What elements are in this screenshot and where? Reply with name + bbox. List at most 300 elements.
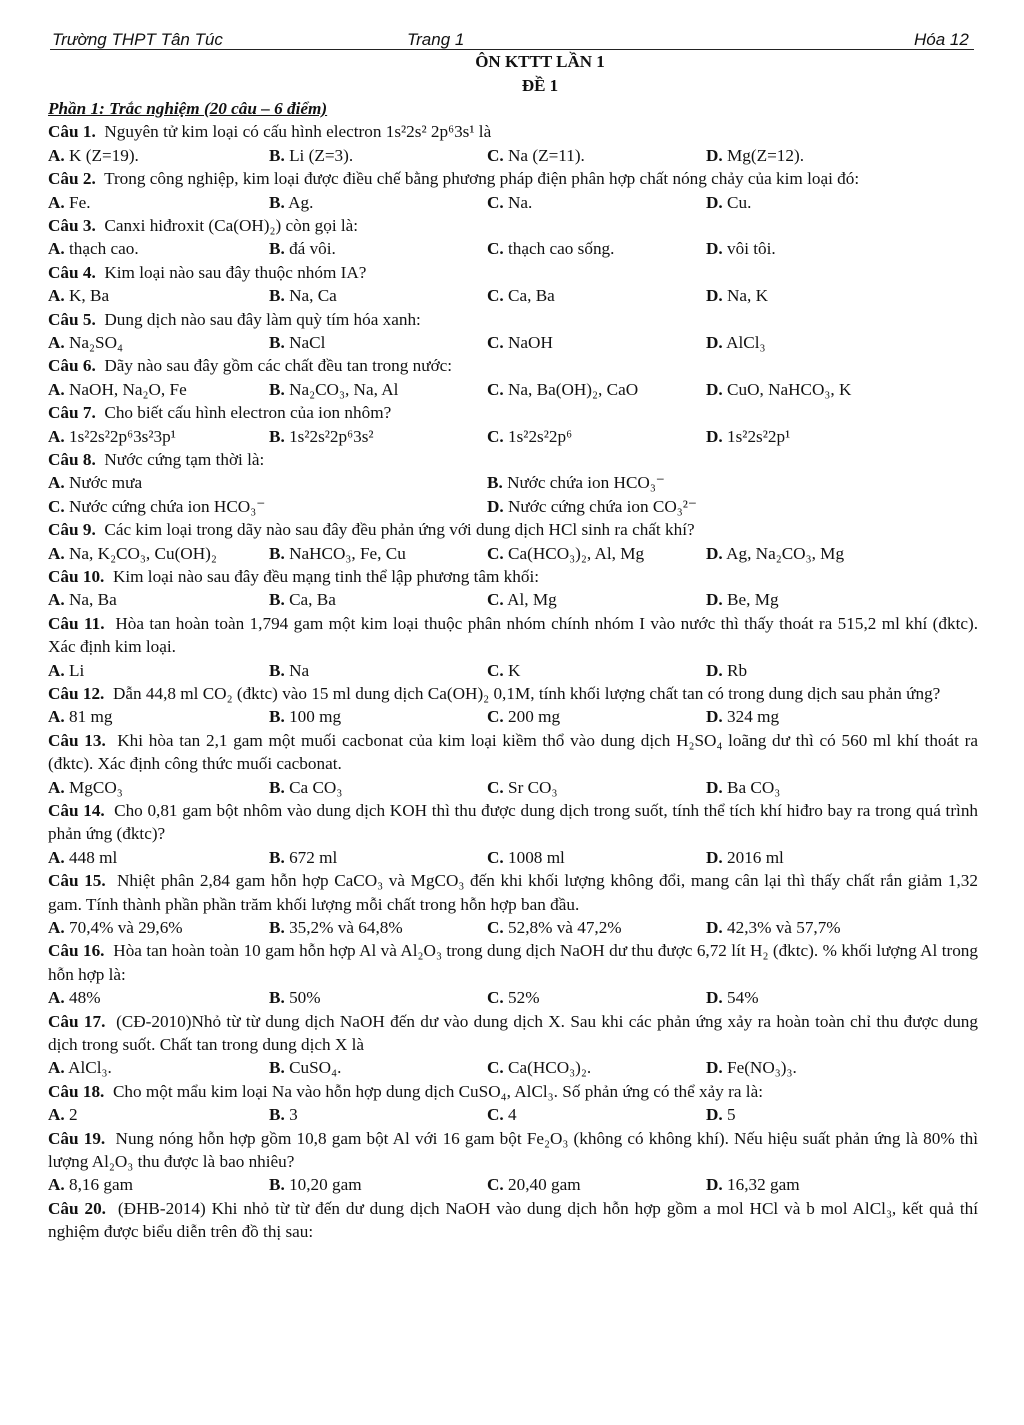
question-list bbox=[48, 97, 978, 1244]
option-text: Na bbox=[289, 660, 310, 680]
answer-option bbox=[706, 916, 841, 939]
option-text: 81 mg bbox=[69, 707, 113, 727]
question-text: Kim loại nào sau đây thuộc nhóm IA? bbox=[104, 262, 367, 282]
option-letter: A. bbox=[48, 988, 65, 1008]
answer-row bbox=[48, 471, 978, 494]
option-letter: C. bbox=[487, 426, 504, 446]
option-letter: B. bbox=[269, 333, 285, 352]
question-number: Câu 11. bbox=[48, 613, 105, 633]
answer-row bbox=[48, 495, 978, 518]
option-letter: C. bbox=[487, 543, 504, 563]
answer-row bbox=[48, 1056, 978, 1079]
option-text: Na, Ca bbox=[289, 286, 337, 306]
answer-option bbox=[48, 846, 117, 869]
question-2 bbox=[48, 167, 978, 190]
answer-row bbox=[48, 237, 978, 260]
option-letter: D. bbox=[706, 379, 723, 399]
option-text: Ca(HCO₃)₂, Al, Mg bbox=[508, 543, 645, 563]
answer-option bbox=[487, 776, 557, 799]
question-number: Câu 16. bbox=[48, 941, 105, 961]
option-text: Ag, Na₂CO₃, Mg bbox=[726, 543, 845, 563]
question-13 bbox=[48, 729, 978, 776]
answer-option bbox=[487, 284, 555, 307]
option-letter: B. bbox=[269, 145, 285, 165]
option-letter: A. bbox=[48, 660, 65, 680]
answer-option bbox=[487, 986, 540, 1009]
school-name: Trường THPT Tân Túc bbox=[52, 30, 223, 49]
option-letter: C. bbox=[487, 590, 504, 610]
option-text: Fe(NO₃)₃. bbox=[727, 1058, 797, 1078]
answer-option bbox=[48, 588, 117, 611]
question-text: Cho một mẩu kim loại Na vào hỗn hợp dung dịch CuSO₄, AlCl₃. Số phản ứng có thể xảy ra là: bbox=[112, 1081, 763, 1101]
option-letter: B. bbox=[269, 543, 285, 563]
option-text: vôi tôi. bbox=[727, 239, 776, 259]
question-number: Câu 10. bbox=[48, 566, 105, 586]
answer-row bbox=[48, 986, 978, 1009]
option-letter: C. bbox=[487, 333, 504, 352]
answer-option bbox=[487, 425, 572, 448]
option-letter: D. bbox=[706, 286, 723, 306]
option-text: 1s²2s²2p⁶ bbox=[508, 426, 573, 446]
option-letter: B. bbox=[487, 473, 503, 493]
option-letter: C. bbox=[487, 707, 504, 727]
option-text: 8,16 gam bbox=[69, 1175, 133, 1195]
option-text: NaHCO₃, Fe, Cu bbox=[289, 543, 406, 563]
option-letter: A. bbox=[48, 543, 65, 563]
answer-option bbox=[269, 986, 321, 1009]
option-letter: D. bbox=[706, 426, 723, 446]
answer-option bbox=[269, 1103, 298, 1126]
option-letter: C. bbox=[487, 917, 504, 937]
answer-option bbox=[269, 237, 336, 260]
option-text: 54% bbox=[727, 988, 759, 1008]
option-text: Li (Z=3). bbox=[289, 145, 354, 165]
option-letter: D. bbox=[706, 590, 723, 610]
answer-option bbox=[487, 378, 638, 401]
answer-option bbox=[706, 425, 790, 448]
option-text: 672 ml bbox=[289, 847, 338, 867]
question-number: Câu 13. bbox=[48, 730, 106, 750]
answer-option bbox=[487, 705, 560, 728]
question-19 bbox=[48, 1127, 978, 1174]
answer-option bbox=[706, 237, 776, 260]
option-text: 16,32 gam bbox=[727, 1175, 800, 1195]
option-letter: C. bbox=[487, 192, 504, 212]
answer-row bbox=[48, 378, 978, 401]
option-text: 200 mg bbox=[508, 707, 561, 727]
answer-option bbox=[48, 471, 142, 494]
question-6 bbox=[48, 354, 978, 377]
exam-code: ĐỀ 1 bbox=[521, 76, 559, 95]
answer-option bbox=[269, 425, 374, 448]
question-4 bbox=[48, 261, 978, 284]
option-letter: C. bbox=[48, 496, 65, 516]
option-letter: A. bbox=[48, 590, 65, 610]
option-text: MgCO₃ bbox=[69, 777, 123, 797]
question-number: Câu 5. bbox=[48, 309, 96, 329]
option-letter: A. bbox=[48, 1058, 65, 1078]
answer-option bbox=[48, 237, 139, 260]
option-text: Nước chứa ion HCO₃⁻ bbox=[507, 473, 665, 493]
answer-option bbox=[487, 237, 614, 260]
page-number: Trang 1 bbox=[407, 30, 465, 49]
option-text: Ba CO₃ bbox=[727, 777, 781, 797]
option-letter: B. bbox=[269, 777, 285, 797]
option-letter: C. bbox=[487, 286, 504, 306]
answer-option bbox=[269, 776, 342, 799]
option-text: 3 bbox=[289, 1105, 298, 1125]
option-letter: C. bbox=[487, 1175, 504, 1195]
question-text: Các kim loại trong dãy nào sau đây đều phản ứng với dung dịch HCl sinh ra chất khí? bbox=[104, 520, 695, 540]
option-text: AlCl₃ bbox=[726, 333, 766, 352]
option-letter: C. bbox=[487, 777, 504, 797]
option-letter: A. bbox=[48, 145, 65, 165]
answer-option bbox=[48, 1173, 133, 1196]
answer-option bbox=[706, 588, 779, 611]
answer-option bbox=[269, 846, 337, 869]
option-letter: C. bbox=[487, 847, 504, 867]
answer-option bbox=[487, 1103, 517, 1126]
question-number: Câu 7. bbox=[48, 403, 96, 423]
question-text: Hòa tan hoàn toàn 1,794 gam một kim loại thuộc phân nhóm chính nhóm I vào nước thì thấy thoát ra 515,2 ml khí (đktc). Xác định kim loại. bbox=[48, 613, 978, 657]
question-3 bbox=[48, 214, 978, 237]
question-text: Nguyên tử kim loại có cấu hình electron 1s²2s² 2p⁶3s¹ là bbox=[104, 122, 492, 142]
answer-option bbox=[269, 659, 309, 682]
option-letter: A. bbox=[48, 473, 65, 493]
answer-row bbox=[48, 425, 978, 448]
option-letter: A. bbox=[48, 426, 65, 446]
option-letter: B. bbox=[269, 1175, 285, 1195]
answer-option bbox=[487, 1173, 581, 1196]
option-letter: B. bbox=[269, 590, 285, 610]
question-9 bbox=[48, 518, 978, 541]
answer-option bbox=[269, 144, 353, 167]
option-text: Sr CO₃ bbox=[508, 777, 558, 797]
answer-option bbox=[269, 916, 403, 939]
option-text: 10,20 gam bbox=[289, 1175, 362, 1195]
option-text: đá vôi. bbox=[289, 239, 336, 259]
question-text: (ĐHB-2014) Khi nhỏ từ từ đến dư dung dịch NaOH vào dung dịch hỗn hợp gồm a mol HCl và b mol AlCl₃, kết quả thí nghiệm được biểu diễn trên đồ thị sau: bbox=[48, 1198, 978, 1242]
option-text: 1008 ml bbox=[508, 847, 565, 867]
answer-option bbox=[487, 659, 520, 682]
question-text: Cho 0,81 gam bột nhôm vào dung dịch KOH thì thu được dung dịch trong suốt, tính thể tích khí hiđro bay ra trong quá trình phản ứng (đktc)? bbox=[48, 800, 979, 844]
answer-row bbox=[48, 191, 978, 214]
question-number: Câu 20. bbox=[48, 1198, 106, 1218]
option-letter: D. bbox=[706, 239, 723, 259]
option-text: 4 bbox=[508, 1105, 517, 1125]
option-text: 48% bbox=[69, 988, 101, 1008]
question-text: Kim loại nào sau đây đều mạng tinh thể lập phương tâm khối: bbox=[112, 566, 540, 586]
option-text: 52% bbox=[508, 988, 540, 1008]
question-number: Câu 19. bbox=[48, 1128, 106, 1148]
answer-option bbox=[269, 1056, 341, 1079]
question-number: Câu 17. bbox=[48, 1011, 106, 1031]
answer-option bbox=[48, 916, 183, 939]
question-text: Dung dịch nào sau đây làm quỳ tím hóa xanh: bbox=[104, 309, 421, 329]
option-text: Na, Ba(OH)₂, CaO bbox=[508, 379, 639, 399]
option-letter: A. bbox=[48, 707, 65, 727]
option-letter: B. bbox=[269, 917, 285, 937]
option-text: 20,40 gam bbox=[508, 1175, 581, 1195]
option-letter: D. bbox=[706, 333, 723, 352]
option-text: 1s²2s²2p⁶3s² bbox=[289, 426, 374, 446]
question-20 bbox=[48, 1197, 978, 1244]
option-text: Nước cứng chứa ion HCO₃⁻ bbox=[69, 496, 266, 516]
option-text: thạch cao. bbox=[69, 239, 139, 259]
question-number: Câu 1. bbox=[48, 122, 96, 142]
option-letter: D. bbox=[706, 145, 723, 165]
option-letter: A. bbox=[48, 239, 65, 259]
answer-option bbox=[487, 1056, 591, 1079]
option-letter: A. bbox=[48, 917, 65, 937]
section-heading: Phần 1: Trắc nghiệm (20 câu – 6 điểm) bbox=[48, 99, 328, 118]
option-text: Li bbox=[69, 660, 85, 680]
option-text: 35,2% và 64,8% bbox=[289, 917, 403, 937]
option-letter: D. bbox=[706, 192, 723, 212]
option-letter: A. bbox=[48, 192, 65, 212]
option-text: Rb bbox=[727, 660, 748, 680]
question-text: Cho biết cấu hình electron của ion nhôm? bbox=[104, 403, 392, 423]
option-text: 52,8% và 47,2% bbox=[508, 917, 622, 937]
option-letter: D. bbox=[706, 777, 723, 797]
option-text: Ca CO₃ bbox=[289, 777, 343, 797]
answer-option bbox=[48, 378, 187, 401]
question-1 bbox=[48, 120, 978, 143]
option-letter: D. bbox=[706, 917, 723, 937]
option-text: Ag. bbox=[288, 192, 314, 212]
option-letter: A. bbox=[48, 777, 65, 797]
answer-option bbox=[706, 191, 751, 214]
answer-row bbox=[48, 705, 978, 728]
option-text: Na, K bbox=[727, 286, 769, 306]
answer-option bbox=[706, 776, 780, 799]
option-text: 5 bbox=[727, 1105, 736, 1125]
question-11 bbox=[48, 612, 978, 659]
option-text: Mg(Z=12). bbox=[727, 145, 805, 165]
header-divider bbox=[50, 49, 974, 50]
option-letter: C. bbox=[487, 988, 504, 1008]
option-letter: D. bbox=[706, 1175, 723, 1195]
option-letter: C. bbox=[487, 1058, 504, 1078]
question-number: Câu 2. bbox=[48, 169, 96, 189]
answer-row bbox=[48, 542, 978, 565]
answer-option bbox=[269, 284, 337, 307]
answer-option bbox=[487, 144, 585, 167]
question-number: Câu 6. bbox=[48, 356, 96, 376]
option-text: NaOH bbox=[508, 333, 553, 352]
answer-option bbox=[487, 191, 532, 214]
question-text: Dẫn 44,8 ml CO₂ (đktc) vào 15 ml dung dịch Ca(OH)₂ 0,1M, tính khối lượng chất tan có trong dung dịch sau phản ứng? bbox=[112, 683, 941, 703]
answer-row bbox=[48, 331, 978, 354]
question-text: Nước cứng tạm thời là: bbox=[104, 449, 265, 469]
option-letter: D. bbox=[706, 660, 723, 680]
option-text: thạch cao sống. bbox=[508, 239, 615, 259]
option-text: 1s²2s²2p¹ bbox=[727, 426, 791, 446]
question-number: Câu 9. bbox=[48, 520, 96, 540]
option-text: 42,3% và 57,7% bbox=[727, 917, 841, 937]
answer-option bbox=[706, 846, 784, 869]
option-text: NaCl bbox=[289, 333, 326, 352]
question-17 bbox=[48, 1010, 978, 1057]
answer-row bbox=[48, 144, 978, 167]
answer-option bbox=[48, 1103, 78, 1126]
option-text: 100 mg bbox=[289, 707, 342, 727]
option-letter: C. bbox=[487, 145, 504, 165]
answer-option bbox=[487, 495, 697, 518]
option-letter: D. bbox=[706, 1105, 723, 1125]
answer-option bbox=[706, 378, 851, 401]
answer-row bbox=[48, 776, 978, 799]
question-text: Canxi hiđroxit (Ca(OH)₂) còn gọi là: bbox=[104, 216, 359, 235]
answer-row bbox=[48, 588, 978, 611]
option-letter: B. bbox=[269, 192, 285, 212]
option-letter: B. bbox=[269, 286, 285, 306]
answer-option bbox=[706, 284, 768, 307]
answer-option bbox=[487, 846, 565, 869]
answer-option bbox=[48, 659, 84, 682]
question-5 bbox=[48, 308, 978, 331]
answer-option bbox=[706, 1103, 736, 1126]
option-text: 324 mg bbox=[727, 707, 780, 727]
answer-row bbox=[48, 846, 978, 869]
option-text: Cu. bbox=[727, 192, 752, 212]
answer-option bbox=[487, 542, 644, 565]
answer-option bbox=[48, 331, 123, 354]
question-number: Câu 8. bbox=[48, 449, 96, 469]
option-text: Na, K₂CO₃, Cu(OH)₂ bbox=[69, 543, 217, 563]
option-text: AlCl₃. bbox=[68, 1058, 112, 1078]
option-letter: B. bbox=[269, 379, 285, 399]
question-number: Câu 4. bbox=[48, 262, 96, 282]
option-letter: A. bbox=[48, 286, 65, 306]
option-text: Ca(HCO₃)₂. bbox=[508, 1058, 592, 1078]
subject-label: Hóa 12 bbox=[914, 30, 969, 49]
question-12 bbox=[48, 682, 978, 705]
option-text: K, Ba bbox=[69, 286, 110, 306]
answer-option bbox=[48, 284, 109, 307]
answer-option bbox=[48, 495, 265, 518]
question-number: Câu 12. bbox=[48, 683, 105, 703]
question-number: Câu 14. bbox=[48, 800, 105, 820]
answer-option bbox=[48, 425, 176, 448]
option-letter: B. bbox=[269, 1058, 285, 1078]
page-title: ÔN KTTT LẦN 1 bbox=[475, 52, 605, 71]
option-text: 70,4% và 29,6% bbox=[69, 917, 183, 937]
answer-option bbox=[48, 705, 112, 728]
answer-option bbox=[48, 144, 139, 167]
option-text: K bbox=[508, 660, 521, 680]
question-10 bbox=[48, 565, 978, 588]
option-text: CuO, NaHCO₃, K bbox=[727, 379, 852, 399]
question-18 bbox=[48, 1080, 978, 1103]
question-text: Dãy nào sau đây gồm các chất đều tan trong nước: bbox=[104, 356, 453, 376]
option-letter: B. bbox=[269, 1105, 285, 1125]
answer-option bbox=[269, 1173, 362, 1196]
option-text: Nước cứng chứa ion CO₃²⁻ bbox=[508, 496, 698, 516]
answer-option bbox=[706, 986, 759, 1009]
option-letter: D. bbox=[706, 847, 723, 867]
answer-option bbox=[269, 331, 325, 354]
option-text: Be, Mg bbox=[727, 590, 779, 610]
answer-option bbox=[487, 331, 553, 354]
option-letter: B. bbox=[269, 239, 285, 259]
answer-option bbox=[487, 588, 557, 611]
option-text: NaOH, Na₂O, Fe bbox=[69, 379, 187, 399]
answer-option bbox=[48, 191, 91, 214]
answer-row bbox=[48, 916, 978, 939]
option-text: Ca, Ba bbox=[508, 286, 555, 306]
option-text: Fe. bbox=[69, 192, 91, 212]
option-letter: A. bbox=[48, 333, 65, 352]
question-7 bbox=[48, 401, 978, 424]
option-text: Nước mưa bbox=[69, 473, 143, 493]
answer-option bbox=[487, 916, 622, 939]
option-text: CuSO₄. bbox=[289, 1058, 342, 1078]
option-letter: B. bbox=[269, 660, 285, 680]
answer-option bbox=[706, 331, 766, 354]
question-text: Nhiệt phân 2,84 gam hỗn hợp CaCO₃ và MgCO₃ đến khi khối lượng không đổi, mang cân lại thì thấy chất rắn giảm 1,32 gam. Tính thành phần phần trăm khối lượng mỗi chất trong hỗn hợp ban đầu. bbox=[48, 871, 978, 914]
option-letter: D. bbox=[706, 1058, 723, 1078]
answer-option bbox=[48, 776, 123, 799]
option-text: Na. bbox=[508, 192, 533, 212]
option-letter: D. bbox=[706, 988, 723, 1008]
answer-option bbox=[48, 1056, 112, 1079]
question-text: Nung nóng hỗn hợp gồm 10,8 gam bột Al với 16 gam bột Fe₂O₃ (không có không khí). Nếu hiệu suất phản ứng là 80% thì lượng Al₂O₃ thu được là bao nhiêu? bbox=[48, 1128, 978, 1171]
option-text: 50% bbox=[289, 988, 321, 1008]
option-text: 2016 ml bbox=[727, 847, 784, 867]
option-letter: A. bbox=[48, 847, 65, 867]
option-letter: A. bbox=[48, 1105, 65, 1125]
question-text: Trong công nghiệp, kim loại được điều chế bằng phương pháp điện phân hợp chất nóng chảy của kim loại đó: bbox=[104, 169, 860, 189]
answer-option bbox=[706, 1056, 797, 1079]
question-text: Khi hòa tan 2,1 gam một muối cacbonat của kim loại kiềm thổ vào dung dịch H₂SO₄ loãng dư thì có 560 ml khí thoát ra (đktc). Xác định công thức muối cacbonat. bbox=[48, 730, 978, 774]
question-text: (CĐ-2010)Nhỏ từ từ dung dịch NaOH đến dư vào dung dịch X. Sau khi các phản ứng xảy ra hoàn toàn chỉ thu được dung dịch trong suốt. Chất tan trong dung dịch X là bbox=[48, 1011, 978, 1054]
answer-option bbox=[487, 471, 665, 494]
option-letter: C. bbox=[487, 379, 504, 399]
option-text: Na, Ba bbox=[69, 590, 117, 610]
option-text: Na (Z=11). bbox=[508, 145, 585, 165]
question-number: Câu 3. bbox=[48, 216, 96, 235]
option-text: 1s²2s²2p⁶3s²3p¹ bbox=[69, 426, 176, 446]
answer-option bbox=[706, 144, 804, 167]
option-letter: D. bbox=[487, 496, 504, 516]
question-15 bbox=[48, 869, 978, 916]
question-number: Câu 18. bbox=[48, 1081, 105, 1101]
question-14 bbox=[48, 799, 978, 846]
question-text: Hòa tan hoàn toàn 10 gam hỗn hợp Al và Al₂O₃ trong dung dịch NaOH dư thu được 6,72 lít H₂ (đktc). % khối lượng Al trong hỗn hợp là: bbox=[48, 941, 978, 984]
answer-option bbox=[269, 378, 398, 401]
question-8 bbox=[48, 448, 978, 471]
answer-option bbox=[706, 542, 844, 565]
answer-option bbox=[269, 191, 313, 214]
option-text: Na₂SO₄ bbox=[69, 333, 124, 352]
answer-row bbox=[48, 1173, 978, 1196]
answer-option bbox=[706, 659, 747, 682]
option-text: 2 bbox=[69, 1105, 78, 1125]
answer-row bbox=[48, 1103, 978, 1126]
option-text: Ca, Ba bbox=[289, 590, 336, 610]
option-letter: C. bbox=[487, 660, 504, 680]
answer-option bbox=[706, 705, 779, 728]
option-text: 448 ml bbox=[69, 847, 118, 867]
option-letter: B. bbox=[269, 426, 285, 446]
option-letter: D. bbox=[706, 707, 723, 727]
option-letter: D. bbox=[706, 543, 723, 563]
answer-option bbox=[706, 1173, 800, 1196]
answer-row bbox=[48, 284, 978, 307]
option-letter: B. bbox=[269, 847, 285, 867]
answer-row bbox=[48, 659, 978, 682]
